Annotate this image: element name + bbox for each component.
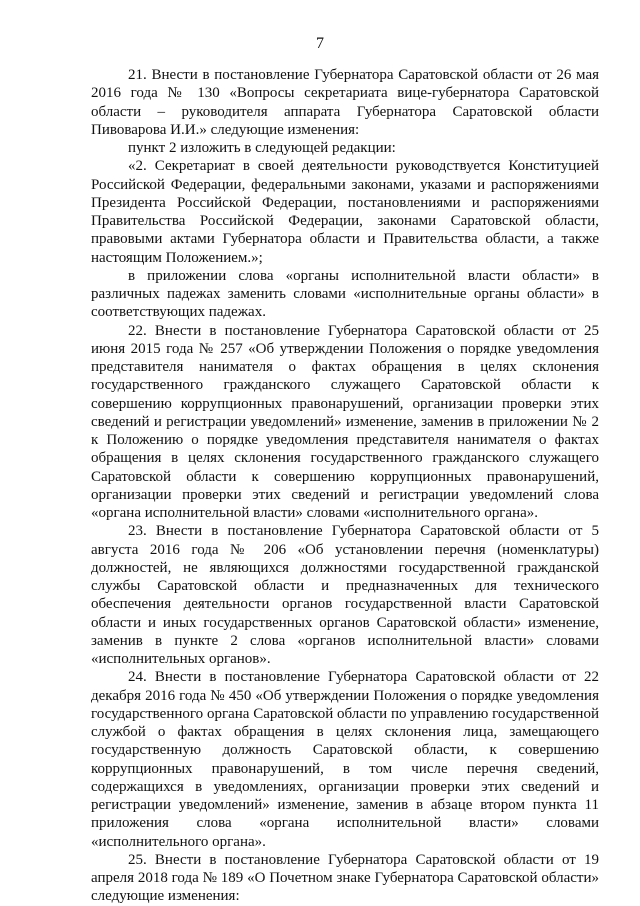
paragraph-21-point-2-intro: пункт 2 изложить в следующей редакции: xyxy=(128,140,396,156)
page-number: 7 xyxy=(316,35,324,52)
paragraph-23: 23. Внести в постановление Губернатора Саратовской области от 5 августа 2016 года № 206 «Об установлении перечня (номенклатуры) должностей, не являющихся должностями государственной гражданской службы Саратовской области и предназначенных для технического обеспечения деятельности органов государственной власти Саратовской области и иных государственных органов Саратовской области» изменение, заменив в пункте 2 слова «органов исполнительной власти» словами «исполнительных органов». xyxy=(91,523,599,667)
paragraph-21: 21. Внести в постановление Губернатора Саратовской области от 26 мая 2016 года № 130 «Вопросы секретариата вице-губернатора Саратовской области – руководителя аппарата Губернатора Саратовской области Пивоварова И.И.» следующие изменения: xyxy=(91,67,599,138)
paragraph-21-appendix: в приложении слова «органы исполнительной власти области» в различных падежах заменить словами «исполнительные органы области» в соответствующих падежах. xyxy=(91,267,599,321)
paragraph-21-point-2-text: «2. Секретариат в своей деятельности руководствуется Конституцией Российской Федерации, федеральными законами, указами и распоряжениями Президента Российской Федерации, постановлениями и распоряжениями Правительства Российской Федерации, законами Саратовской области, правовыми актами Губернатора области и Правительства области, а также настоящим Положением.»; xyxy=(91,158,599,266)
paragraph-22: 22. Внести в постановление Губернатора Саратовской области от 25 июня 2015 года № 257 «Об утверждении Положения о порядке уведомления представителя нанимателя о фактах обращения в целях склонения государственного гражданского служащего Саратовской области к совершению коррупционных правонарушений, организации проверки этих сведений и регистрации уведомлений» изменение, заменив в приложении № 2 к Положению о порядке уведомления представителя нанимателя о фактах обращения в целях склонения государственного гражданского служащего Саратовской области к совершению коррупционных правонарушений, организации проверки этих сведений и регистрации уведомлений слова «органа исполнительной власти» словами «исполнительного органа». xyxy=(91,322,599,521)
paragraph-25: 25. Внести в постановление Губернатора Саратовской области от 19 апреля 2018 года № 189 «О Почетном знаке Губернатора Саратовской области» следующие изменения: xyxy=(91,851,599,905)
paragraph-24: 24. Внести в постановление Губернатора Саратовской области от 22 декабря 2016 года № 450 «Об утверждении Положения о порядке уведомления государственного органа Саратовской области по управлению государственной службой о фактах обращения в целях склонения лица, замещающего государственную должность Саратовской области, к совершению коррупционных правонарушений, в том числе перечня сведений, содержащихся в уведомлениях, организации проверки этих сведений и регистрации уведомлений» изменение, заменив в абзаце втором пункта 11 приложения слова «органа исполнительной власти» словами «исполнительного органа». xyxy=(91,669,599,850)
document-body xyxy=(91,66,599,906)
